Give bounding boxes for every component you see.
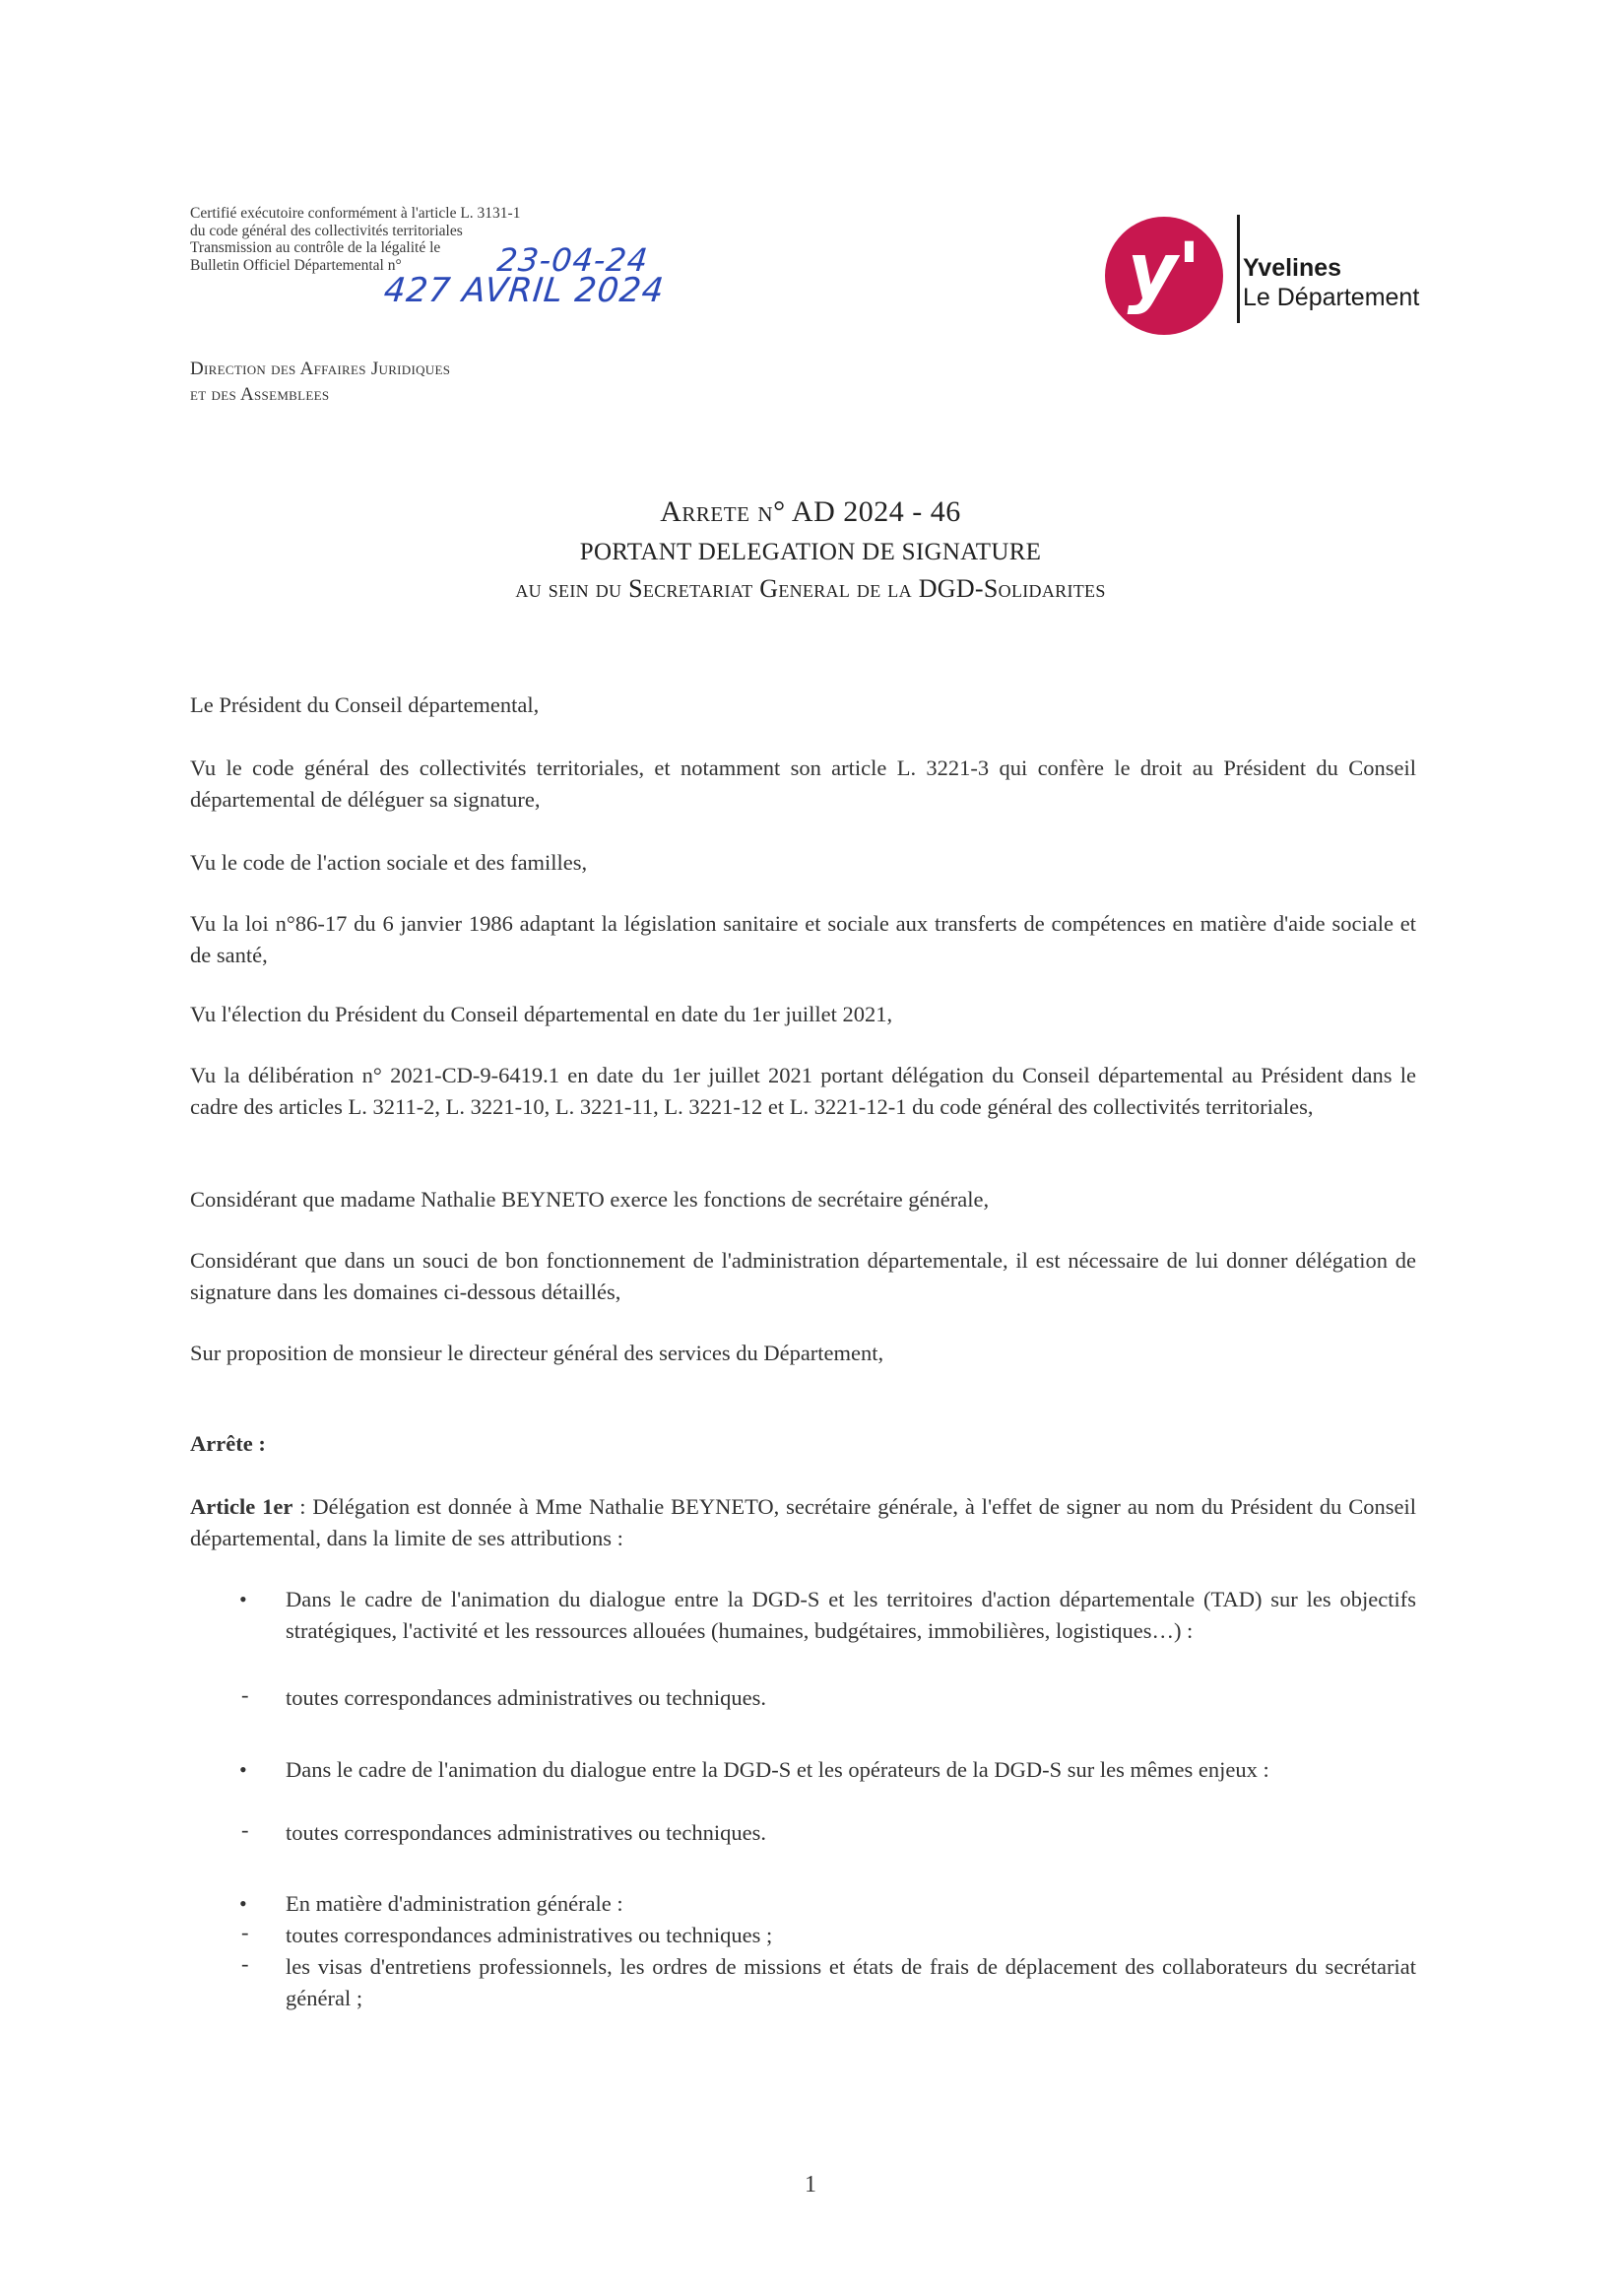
arrete-heading: Arrête : bbox=[190, 1431, 266, 1456]
dash-icon: - bbox=[241, 1817, 249, 1842]
section-3-item-1: toutes correspondances administratives ou techniques ; bbox=[286, 1923, 773, 1947]
certification-line-4: Bulletin Officiel Départemental n° bbox=[190, 256, 402, 274]
certification-line-3: Transmission au contrôle de la légalité le bbox=[190, 239, 441, 256]
decree-subtitle: PORTANT DELEGATION DE SIGNATURE bbox=[579, 539, 1042, 565]
vu-paragraph-4: Vu l'élection du Président du Conseil départemental en date du 1er juillet 2021, bbox=[190, 1002, 893, 1026]
considerant-paragraph-2: Considérant que dans un souci de bon fonctionnement de l'administration départementale, il est nécessaire de lui donner délégation de signature dans les domaines ci-dessous détaillés, bbox=[190, 1248, 1416, 1304]
section-2-item-1: toutes correspondances administratives ou techniques. bbox=[286, 1820, 766, 1845]
section-1-item-1: toutes correspondances administratives ou techniques. bbox=[286, 1685, 766, 1710]
logo-divider bbox=[1237, 215, 1240, 323]
direction-line-1: Direction des Affaires Juridiques bbox=[190, 359, 451, 379]
handwritten-transmission-date: 23-04-24 bbox=[495, 241, 651, 279]
article-1-label: Article 1er bbox=[190, 1494, 293, 1519]
vu-paragraph-3: Vu la loi n°86-17 du 6 janvier 1986 adaptant la législation sanitaire et sociale aux transferts de compétences en matière d'aide sociale et de santé, bbox=[190, 911, 1416, 967]
logo-mark: y' bbox=[1127, 228, 1201, 316]
section-2-heading: Dans le cadre de l'animation du dialogue entre la DGD-S et les opérateurs de la DGD-S sur les mêmes enjeux : bbox=[286, 1757, 1269, 1782]
dash-icon: - bbox=[241, 1682, 249, 1707]
vu-paragraph-2: Vu le code de l'action sociale et des familles, bbox=[190, 850, 588, 875]
proposition-paragraph: Sur proposition de monsieur le directeur général des services du Département, bbox=[190, 1341, 884, 1365]
issuing-direction bbox=[190, 357, 450, 408]
dash-icon: - bbox=[241, 1951, 249, 1976]
certification-block bbox=[190, 205, 520, 274]
page-number: 1 bbox=[805, 2172, 816, 2198]
decree-title: Arrete n° AD 2024 - 46 bbox=[660, 495, 961, 528]
logo-subtitle: Le Département bbox=[1243, 284, 1420, 311]
section-3-heading: En matière d'administration générale : bbox=[286, 1891, 623, 1916]
section-3-item-2: les visas d'entretiens professionnels, les ordres de missions et états de frais de déplacement des collaborateurs du secrétariat général ; bbox=[286, 1954, 1416, 2010]
bullet-icon: • bbox=[239, 1757, 247, 1782]
vu-paragraph-5: Vu la délibération n° 2021-CD-9-6419.1 en date du 1er juillet 2021 portant délégation du Conseil départemental au Président dans le cadre des articles L. 3211-2, L. 3221-10, L. 3221-11, L. 3221-12 et L. 3221-12-1 du code général des collectivités territoriales, bbox=[190, 1063, 1416, 1119]
decree-scope: au sein du Secretariat General de la DGD-Solidarites bbox=[515, 574, 1106, 603]
logo-name: Yvelines bbox=[1243, 254, 1342, 282]
vu-paragraph-1: Vu le code général des collectivités territoriales, et notamment son article L. 3221-3 qui confère le droit au Président du Conseil départemental de déléguer sa signature, bbox=[190, 755, 1416, 812]
certification-line-2: du code général des collectivités territoriales bbox=[190, 222, 463, 239]
direction-line-2: et des Assemblees bbox=[190, 384, 330, 405]
certification-line-1: Certifié exécutoire conformément à l'article L. 3131-1 bbox=[190, 205, 521, 222]
article-1-text: : Délégation est donnée à Mme Nathalie BEYNETO, secrétaire générale, à l'effet de signer au nom du Président du Conseil départemental, dans la limite de ses attributions : bbox=[190, 1494, 1416, 1550]
handwritten-bulletin-number: 427 AVRIL 2024 bbox=[381, 271, 667, 310]
yvelines-logo-icon bbox=[1105, 217, 1223, 335]
bullet-icon: • bbox=[239, 1891, 247, 1916]
considerant-paragraph-1: Considérant que madame Nathalie BEYNETO exerce les fonctions de secrétaire générale, bbox=[190, 1187, 990, 1212]
article-1 bbox=[190, 1491, 1416, 1554]
section-1-heading: Dans le cadre de l'animation du dialogue entre la DGD-S et les territoires d'action départementale (TAD) sur les objectifs stratégiques, l'activité et les ressources allouées (humaines, budgétaires, immobilières, logistiques…) : bbox=[286, 1587, 1416, 1643]
dash-icon: - bbox=[241, 1920, 249, 1944]
bullet-icon: • bbox=[239, 1587, 247, 1611]
president-line: Le Président du Conseil départemental, bbox=[190, 692, 540, 717]
